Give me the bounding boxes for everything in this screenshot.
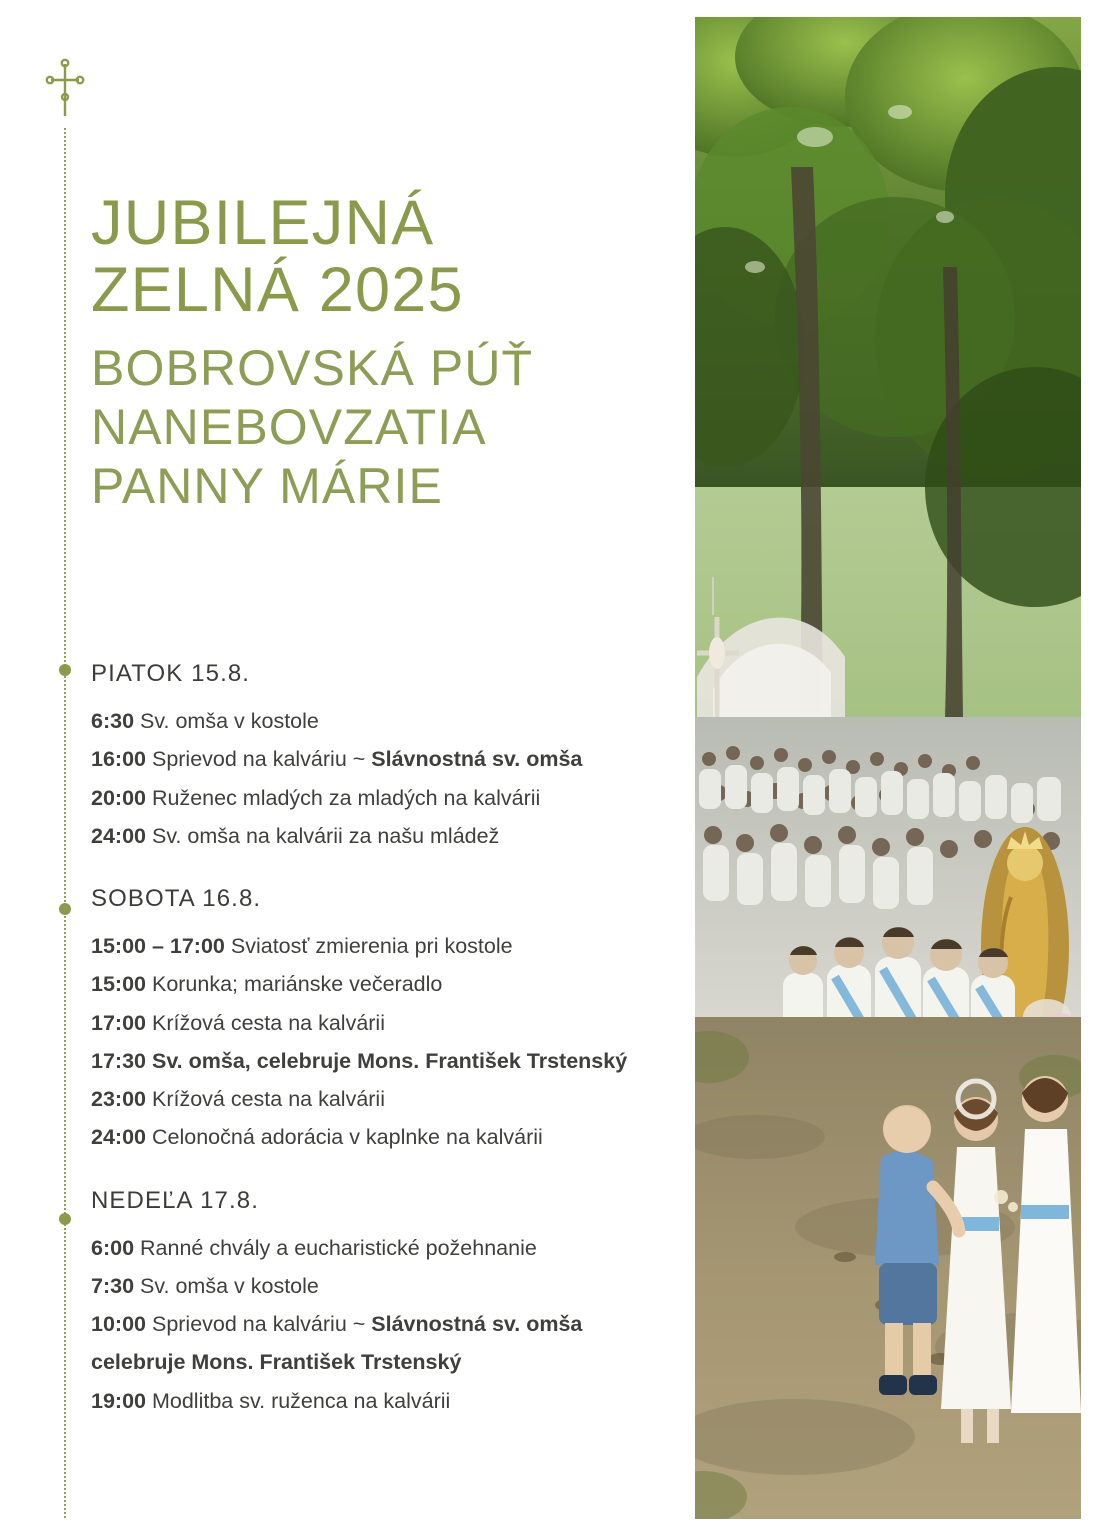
event-time: 6:00: [91, 1235, 135, 1260]
schedule-item: [91, 1382, 691, 1420]
title-sub-line2: NANEBOVZATIA: [91, 398, 487, 455]
event-desc-bold: Slávnostná sv. omša: [371, 1312, 583, 1337]
event-desc-continuation: celebruje Mons. František Trstenský: [91, 1350, 462, 1375]
event-desc: Sprievod na kalváriu ~: [146, 1312, 372, 1337]
event-time: 15:00 – 17:00: [91, 934, 225, 959]
schedule-item: [91, 965, 691, 1003]
event-desc-bold: Sv. omša, celebruje Mons. František Trstenský: [146, 1048, 628, 1073]
dotted-timeline: [64, 128, 66, 1518]
event-desc: Celonočná adorácia v kaplnke na kalvárii: [146, 1125, 543, 1150]
schedule-item: [91, 1004, 691, 1042]
event-desc: Sv. omša v kostole: [134, 1273, 319, 1298]
timeline-dot-saturday: [59, 903, 71, 915]
event-time: 7:30: [91, 1273, 135, 1298]
event-time: 10:00: [91, 1312, 146, 1337]
event-time: 16:00: [91, 747, 146, 772]
title-sub-line3: PANNY MÁRIE: [91, 457, 443, 514]
day-block-friday: [91, 660, 691, 855]
event-desc: Ruženec mladých za mladých na kalvárii: [146, 785, 541, 810]
day-title: NEDEĽA 17.8.: [91, 1186, 259, 1214]
procession-photograph: [695, 17, 1081, 1519]
title-main-line1: JUBILEJNÁ: [91, 188, 435, 258]
schedule-item: [91, 1042, 691, 1080]
schedule-item: [91, 779, 691, 817]
event-time: 6:30: [91, 709, 135, 733]
day-block-saturday: [91, 885, 691, 1157]
event-desc: Sv. omša v kostole: [134, 709, 319, 733]
day-block-sunday: [91, 1187, 691, 1420]
event-desc: Modlitba sv. ruženca na kalvárii: [146, 1388, 451, 1413]
title-main-line2: ZELNÁ 2025: [91, 255, 464, 326]
event-desc: Korunka; mariánske večeradlo: [146, 972, 443, 997]
schedule-item: [91, 702, 691, 740]
event-time: 17:00: [91, 1010, 146, 1035]
schedule-item: [91, 1118, 691, 1156]
event-time: 19:00: [91, 1388, 146, 1413]
schedule-item: [91, 1267, 691, 1305]
event-desc: Krížová cesta na kalvárii: [146, 1087, 385, 1112]
cross-icon: [45, 58, 85, 120]
event-time: 23:00: [91, 1087, 146, 1112]
timeline-dot-friday: [59, 664, 71, 676]
timeline-dot-sunday: [59, 1213, 71, 1225]
schedule-item: [91, 1305, 691, 1382]
event-desc: Ranné chvály a eucharistické požehnanie: [134, 1235, 537, 1260]
event-desc-bold: Slávnostná sv. omša: [371, 747, 583, 772]
schedule-item: [91, 1229, 691, 1267]
day-title: SOBOTA 16.8.: [91, 885, 262, 913]
schedule-item: [91, 1080, 691, 1118]
title-sub-line1: BOBROVSKÁ PÚŤ: [91, 339, 534, 396]
day-title: PIATOK 15.8.: [91, 660, 251, 687]
event-desc: Krížová cesta na kalvárii: [146, 1010, 385, 1035]
event-time: 20:00: [91, 785, 146, 810]
event-time: 15:00: [91, 972, 146, 997]
schedule: [91, 660, 691, 1450]
schedule-item: [91, 817, 691, 855]
event-desc: Sprievod na kalváriu ~: [146, 747, 372, 772]
schedule-item: [91, 927, 691, 965]
event-time: 24:00: [91, 823, 146, 848]
event-time: 17:30: [91, 1048, 146, 1073]
event-desc: Sv. omša na kalvárii za našu mládež: [146, 823, 500, 848]
event-time: 24:00: [91, 1125, 146, 1150]
event-desc: Sviatosť zmierenia pri kostole: [224, 934, 513, 959]
schedule-item: [91, 740, 691, 778]
poster-titles: [91, 190, 681, 516]
